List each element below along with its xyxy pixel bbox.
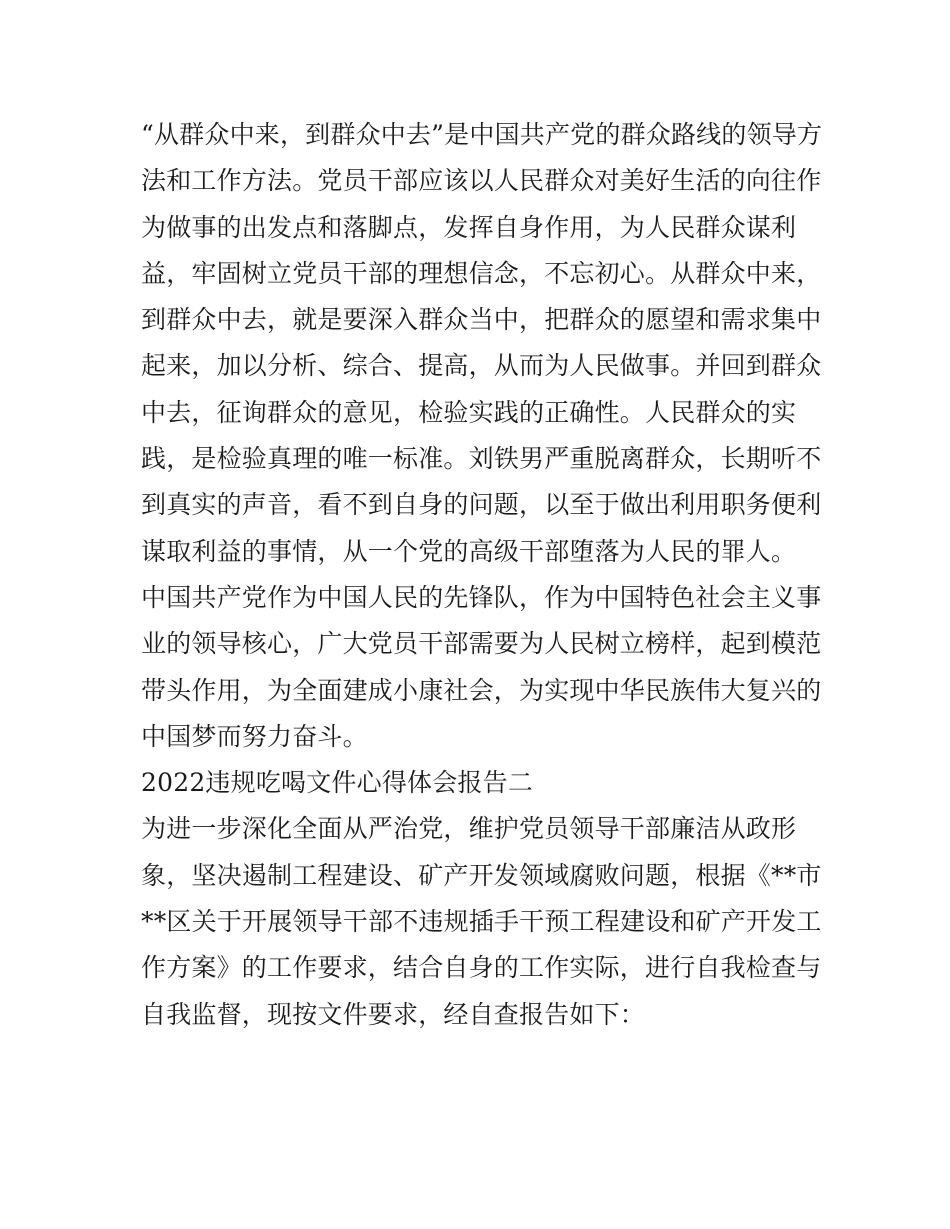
text-line: 中国梦而努力奋斗。	[141, 721, 368, 751]
text-line: 起来，加以分析、综合、提高，从而为人民做事。并回到群众	[141, 351, 822, 381]
text-line: 象，坚决遏制工程建设、矿产开发领域腐败问题，根据《**市	[141, 860, 822, 890]
section-heading: 2022违规吃喝文件心得体会报告二	[141, 768, 534, 798]
text-line: 谋取利益的事情，从一个党的高级干部堕落为人民的罪人。	[141, 536, 797, 566]
text-line: “从群众中来，到群众中去”是中国共产党的群众路线的领导方	[141, 120, 823, 149]
text-line: 作方案》的工作要求，结合自身的工作实际，进行自我检查与	[141, 953, 822, 983]
document-body	[141, 112, 823, 1038]
text-line: 为进一步深化全面从严治党，维护党员领导干部廉洁从政形	[141, 814, 797, 844]
text-line: 业的领导核心，广大党员干部需要为人民树立榜样，起到模范	[141, 629, 822, 659]
text-line: 到群众中去，就是要深入群众当中，把群众的愿望和需求集中	[141, 305, 822, 335]
text-line: 中去，征询群众的意见，检验实践的正确性。人民群众的实	[141, 397, 797, 427]
text-line: 益，牢固树立党员干部的理想信念，不忘初心。从群众中来，	[141, 258, 822, 288]
text-line: 带头作用，为全面建成小康社会，为实现中华民族伟大复兴的	[141, 675, 822, 705]
text-line: 自我监督，现按文件要求，经自查报告如下：	[141, 999, 646, 1029]
text-line: **区关于开展领导干部不违规插手干预工程建设和矿产开发工	[141, 907, 822, 937]
text-line: 为做事的出发点和落脚点，发挥自身作用，为人民群众谋利	[141, 212, 797, 242]
text-line: 法和工作方法。党员干部应该以人民群众对美好生活的向往作	[141, 166, 822, 196]
text-line: 中国共产党作为中国人民的先锋队，作为中国特色社会主义事	[141, 582, 822, 612]
text-line: 到真实的声音，看不到自身的问题，以至于做出利用职务便利	[141, 490, 822, 520]
text-line: 践，是检验真理的唯一标准。刘铁男严重脱离群众，长期听不	[141, 444, 822, 474]
